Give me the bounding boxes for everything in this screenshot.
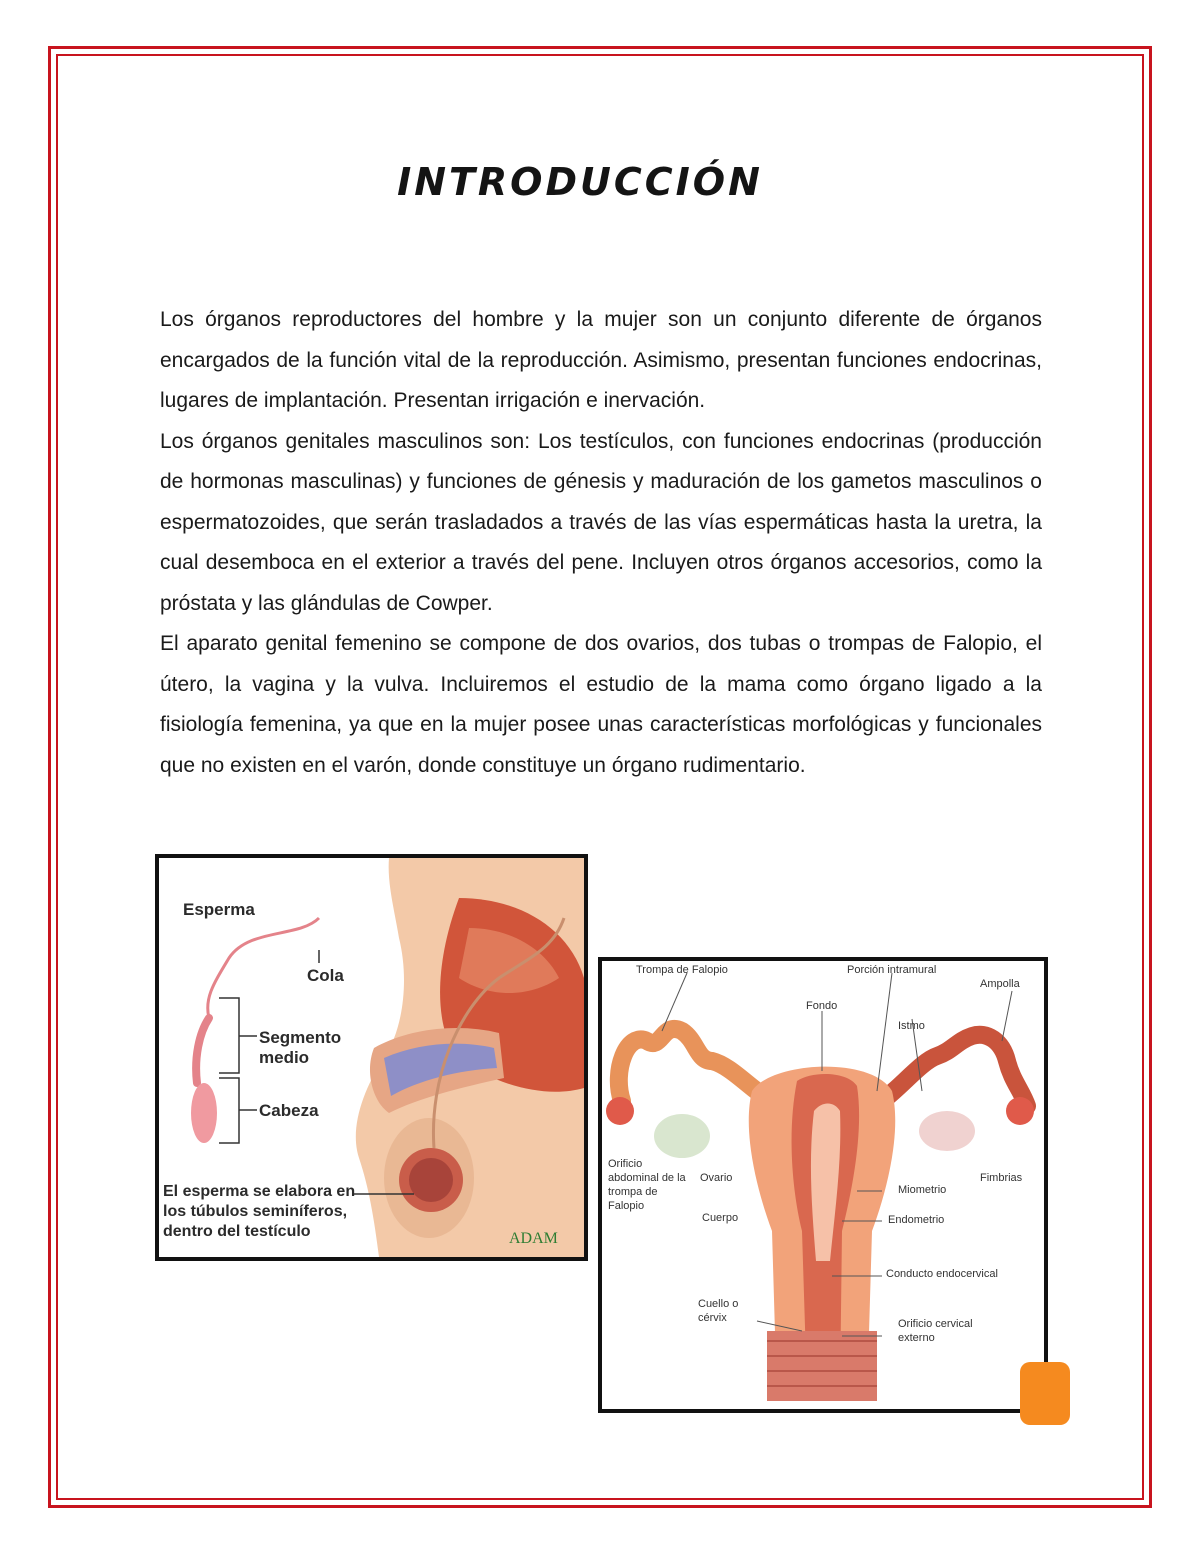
female-anatomy-figure: [598, 957, 1048, 1413]
label-fondo: Fondo: [806, 1000, 838, 1012]
label-orificio-abdominal: Orificio abdominal de la trompa de Falopio: [608, 1158, 686, 1212]
intro-text: [160, 300, 1042, 786]
label-caption: El esperma se elabora en los túbulos seminíferos, dentro del testículo: [163, 1183, 356, 1240]
label-trompa: Trompa de Falopio: [636, 964, 728, 976]
label-ovario: Ovario: [700, 1172, 733, 1184]
paragraph-3: El aparato genital femenino se compone de dos ovarios, dos tubas o trompas de Falopio, el útero, la vagina y la vulva. Incluiremos el estudio de la mama como órgano ligado a la fisiología femenina, ya que en la mujer posee unas características morfológicas y funcionales que no existen en el varón, donde constituye un órgano rudimentario.: [160, 632, 1042, 777]
adam-logo: ADAM: [509, 1230, 558, 1247]
label-cola: Cola: [307, 966, 344, 985]
male-anatomy-figure: [155, 854, 588, 1261]
label-miometrio: Miometrio: [898, 1184, 947, 1196]
label-istmo: Istmo: [898, 1020, 925, 1032]
paragraph-2: Los órganos genitales masculinos son: Los testículos, con funciones endocrinas (producción de hormonas masculinas) y funciones de génesis y maduración de los gametos masculinos o espermatozoides, que serán trasladados a través de las vías espermáticas hasta la uretra, la cual desemboca en el exterior a través del pene. Incluyen otros órganos accesorios, como la próstata y las glándulas de Cowper.: [160, 429, 1042, 615]
label-cabeza: Cabeza: [259, 1101, 319, 1120]
label-endometrio: Endometrio: [888, 1214, 945, 1226]
label-ampolla: Ampolla: [980, 978, 1020, 990]
paragraph-1: Los órganos reproductores del hombre y la mujer son un conjunto diferente de órganos encargados de la función vital de la reproducción. Asimismo, presentan funciones endocrinas, lugares de implantación. Presentan irrigación e inervación.: [160, 308, 1042, 412]
label-esperma: Esperma: [183, 900, 255, 919]
label-segmento-medio: Segmento medio: [259, 1028, 342, 1067]
label-cuello: Cuello o cérvix: [698, 1298, 739, 1324]
page-title: INTRODUCCIÓN: [397, 160, 763, 204]
page-corner-tab: [1020, 1362, 1070, 1425]
label-cuerpo: Cuerpo: [702, 1212, 739, 1224]
label-fimbrias: Fimbrias: [980, 1172, 1023, 1184]
label-conducto-endocervical: Conducto endocervical: [886, 1268, 998, 1280]
label-orificio-cervical: Orificio cervical externo: [898, 1318, 973, 1344]
label-porcion: Porción intramural: [847, 964, 937, 976]
